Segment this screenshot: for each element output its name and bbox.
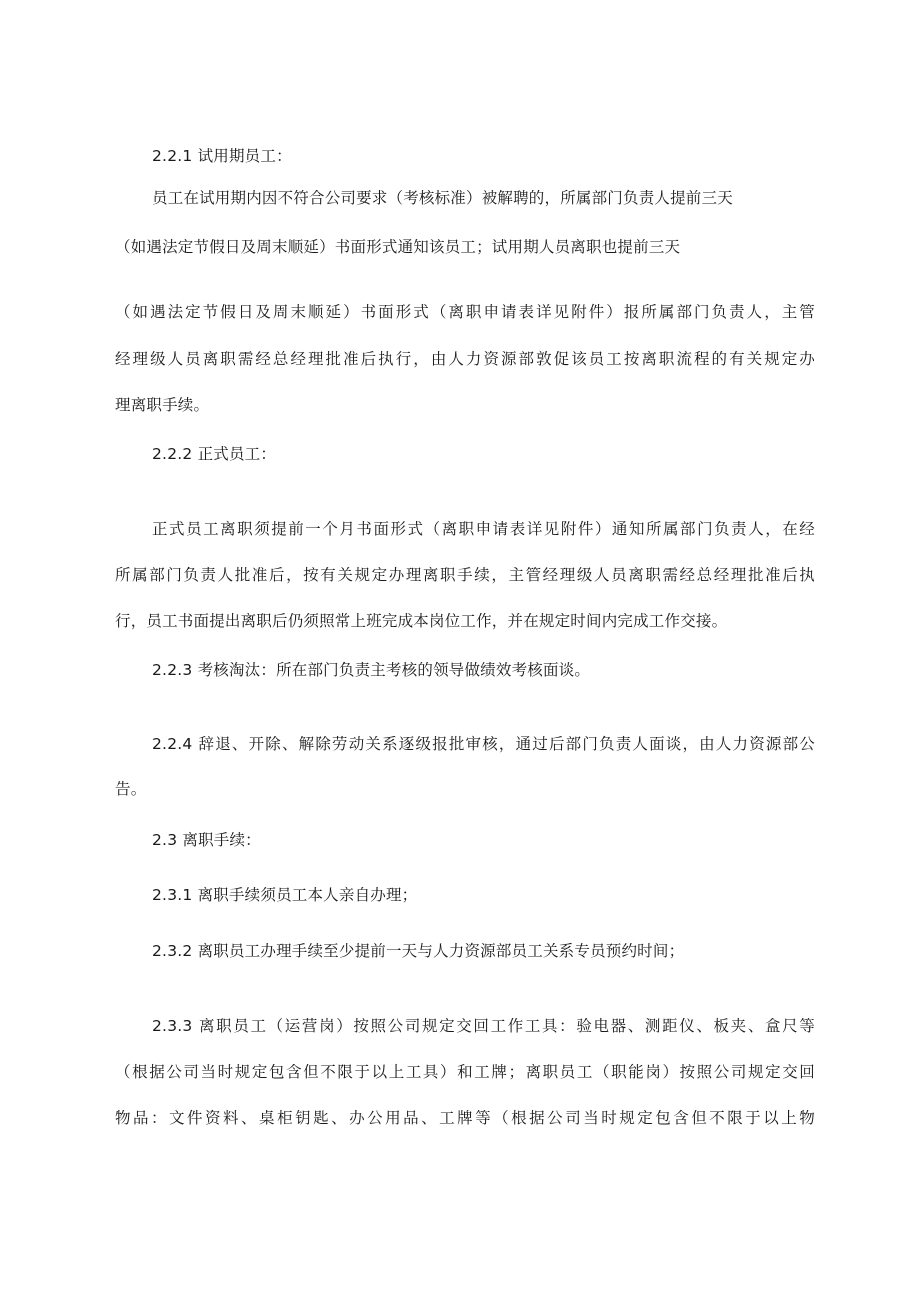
paragraph-line: 物品：文件资料、桌柜钥匙、办公用品、工牌等（根据公司当时规定包含但不限于以上物: [115, 1109, 815, 1127]
paragraph-line: （如遇法定节假日及周末顺延）书面形式（离职申请表详见附件）报所属部门负责人，主管: [115, 303, 815, 321]
paragraph-line: 行，员工书面提出离职后仍须照常上班完成本岗位工作，并在规定时间内完成工作交接。: [115, 612, 728, 630]
heading-2-3-1: 2.3.1 离职手续须员工本人亲自办理；: [152, 886, 418, 904]
paragraph-line: 理离职手续。: [115, 396, 210, 414]
heading-2-2-2: 2.2.2 正式员工：: [152, 445, 277, 463]
paragraph-line: 正式员工离职须提前一个月书面形式（离职申请表详见附件）通知所属部门负责人，在经: [152, 520, 815, 538]
paragraph-line: （根据公司当时规定包含但不限于以上工具）和工牌；离职员工（职能岗）按照公司规定交回: [115, 1063, 815, 1081]
paragraph-line: 告。: [115, 780, 147, 798]
paragraph-line: （如遇法定节假日及周末顺延）书面形式通知该员工；试用期人员离职也提前三天: [115, 238, 681, 256]
heading-2-2-3: 2.2.3 考核淘汰：所在部门负责主考核的领导做绩效考核面谈。: [152, 661, 591, 679]
paragraph-line: 员工在试用期内因不符合公司要求（考核标准）被解聘的，所属部门负责人提前三天: [152, 189, 733, 207]
paragraph-line: 经理级人员离职需经总经理批准后执行，由人力资源部敦促该员工按离职流程的有关规定办: [115, 350, 815, 368]
paragraph-line: 2.2.4 辞退、开除、解除劳动关系逐级报批审核，通过后部门负责人面谈，由人力资源部公: [152, 735, 815, 753]
heading-2-3-2: 2.3.2 离职员工办理手续至少提前一天与人力资源部员工关系专员预约时间；: [152, 942, 685, 960]
heading-2-3: 2.3 离职手续：: [152, 831, 261, 849]
paragraph-line: 2.3.3 离职员工（运营岗）按照公司规定交回工作工具：验电器、测距仪、板夹、盒尺等: [152, 1017, 815, 1035]
paragraph-line: 所属部门负责人批准后，按有关规定办理离职手续，主管经理级人员离职需经总经理批准后执: [115, 566, 815, 584]
heading-2-2-1: 2.2.1 试用期员工：: [152, 147, 292, 165]
